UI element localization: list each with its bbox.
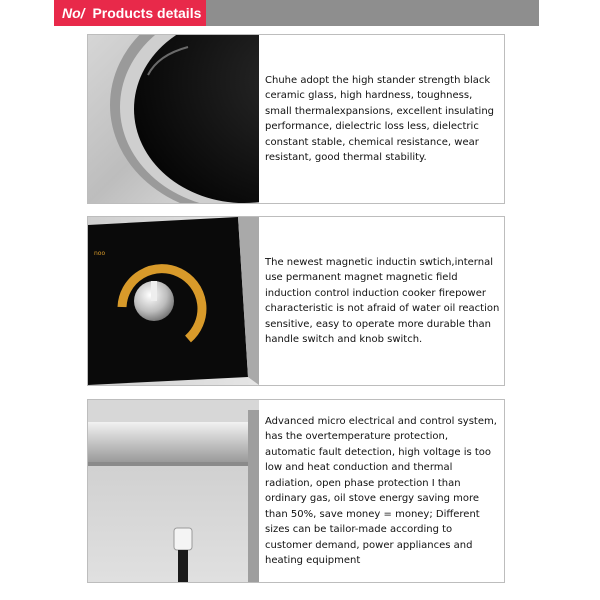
feature-row-switch	[87, 216, 505, 386]
control-knob-image	[88, 217, 259, 385]
control-knob-icon	[88, 217, 259, 385]
feature-text: Chuhe adopt the high stander strength black ceramic glass, high hardness, toughness, small thermalexpansions, excellent insulating performance, dielectric loss less, dielectric constant stable, chemical resistance, wear resistant, good thermal stability.	[265, 74, 494, 163]
feature-row-glass	[87, 34, 505, 204]
feature-text: The newest magnetic inductin swtich,internal use permanent magnet magnetic field induction control induction cooker firepower characteristic is not afraid of water oil reaction sensitive, easy to operate more durable than handle switch and knob switch.	[265, 256, 500, 345]
section-title: Products details	[92, 5, 202, 21]
cooker-bowl-icon	[88, 35, 259, 203]
feature-row-control-system	[87, 399, 505, 583]
cabinet-icon	[88, 400, 259, 582]
cabinet-image	[88, 400, 259, 582]
feature-text: Advanced micro electrical and control system, has the overtemperature protection, automatic fault detection, high voltage is too low and heat conduction and thermal radiation, open phase protection I than ordinary gas, oil stove energy saving more than 50%, save money = money; Different sizes can be tailor-made according to customer demand, power appliances and heating equipment	[265, 415, 497, 566]
svg-text:noo: noo	[94, 250, 106, 257]
induction-cooker-glass-image	[88, 35, 259, 203]
section-header	[54, 0, 539, 26]
section-number: No/	[62, 5, 85, 21]
header-bar	[206, 0, 539, 26]
section-title-tag	[54, 0, 206, 26]
